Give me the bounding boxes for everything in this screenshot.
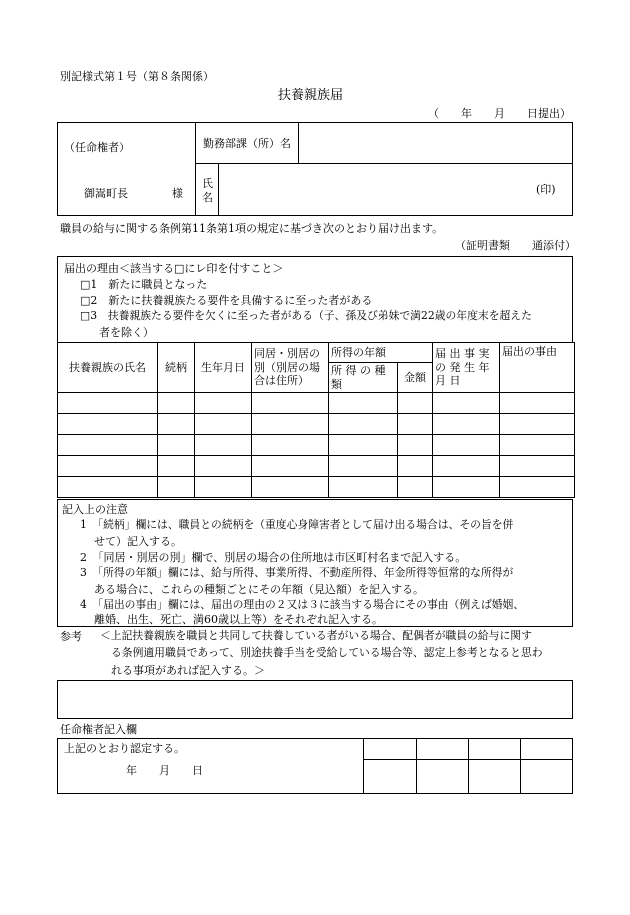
reason-option-3-cont: 者を除く） (99, 326, 154, 339)
note-line: せて）記入する。 (94, 535, 182, 548)
appointer-box (57, 738, 573, 794)
col-header-event-2: の 発 生 年 (435, 360, 490, 374)
col-header-income: 所得の年額 (329, 343, 433, 363)
stamp-cell[interactable] (417, 760, 468, 793)
col-header-reason: 届出の事由 (500, 343, 575, 393)
name-label-bottom: 名 (202, 191, 213, 204)
appointer-section-heading: 任命権者記入欄 (60, 723, 137, 736)
reference-line: ＜上記扶養親族を職員と共同して扶養している者がいる場合、配偶者が職員の給与に関す (100, 629, 532, 642)
stamp-cell[interactable] (364, 760, 416, 793)
submission-date: （ 年 月 日提出） (428, 107, 571, 120)
col-header-living (252, 343, 329, 393)
form-reference: 別記様式第１号（第８条関係） (60, 70, 214, 83)
col-header-event-1: 届 出 事 実 (435, 346, 490, 360)
table-row[interactable] (58, 456, 575, 477)
table-row[interactable] (58, 477, 575, 498)
col-header-income-type-2: 類 (331, 377, 342, 391)
col-header-income-type-1: 所 得 の 種 (331, 363, 386, 377)
col-header-event-date (433, 343, 500, 393)
note-line: ある場合に、これらの種類ごとにその年額（見込額）を記入する。 (94, 583, 424, 596)
col-header-name: 扶養親族の氏名 (58, 343, 158, 393)
name-label-top: 氏 (202, 177, 213, 190)
reason-heading: 届出の理由＜該当する□にレ印を付すこと＞ (64, 262, 284, 275)
note-line: 3 「所得の年額」欄には、給与所得、事業所得、不動産所得、年金所得等恒常的な所得が (80, 566, 514, 579)
col-header-living-1: 同居・別居の (254, 346, 320, 360)
reason-option-3: □3 扶養親族たる要件を欠くに至った者がある（子、孫及び弟妹で満22歳の年度末を超えた (80, 309, 532, 322)
dependents-table (57, 342, 575, 498)
stamp-cell[interactable] (521, 760, 572, 793)
table-row[interactable] (58, 435, 575, 456)
col-header-birth: 生年月日 (195, 343, 252, 393)
approval-text: 上記のとおり認定する。 (64, 742, 185, 755)
attachment-note: （証明書類 通添付） (455, 239, 576, 252)
reason-option-1: □1 新たに職員となった (80, 278, 208, 291)
reason-box (57, 256, 573, 343)
reference-line: る条例適用職員であって、別途扶養手当を受給している場合等、認定上参考となると思わ (111, 646, 543, 659)
reference-input-box[interactable] (57, 680, 573, 719)
note-line: 1 「続柄」欄には、職員との続柄を（重度心身障害者として届け出る場合は、その旨を併 (80, 518, 514, 531)
notes-heading: 記入上の注意 (62, 503, 128, 516)
appointer-label: （任命権者） (64, 141, 130, 154)
col-header-event-3: 月 日 (435, 374, 461, 388)
header-box (57, 122, 573, 216)
statement: 職員の給与に関する条例第11条第1項の規定に基づき次のとおり届け出ます。 (60, 222, 444, 235)
mayor-label: 御嵩町長 様 (84, 187, 183, 200)
note-line: 2 「同居・別居の別」欄で、別居の場合の住所地は市区町村名まで記入する。 (80, 551, 467, 564)
department-label: 勤務部課（所）名 (203, 137, 291, 150)
note-line: 4 「届出の事由」欄には、届出の理由の２又は３に該当する場合にその事由（例えば婚姻、 (80, 598, 525, 611)
col-header-living-3: 合は住所） (254, 374, 309, 388)
table-row[interactable] (58, 414, 575, 435)
col-header-income-type (329, 363, 398, 393)
col-header-amount: 金額 (398, 363, 433, 393)
approval-date: 年 月 日 (126, 764, 203, 777)
col-header-living-2: 別（別居の場 (254, 360, 320, 374)
reason-option-2: □2 新たに扶養親族たる要件を具備するに至った者がある (80, 294, 373, 307)
col-header-relation: 続柄 (158, 343, 195, 393)
form-title: 扶養親族届 (278, 88, 344, 103)
stamp-cell[interactable] (469, 760, 520, 793)
reference-label: 参考 (60, 630, 82, 643)
seal-mark: (印) (536, 183, 556, 196)
reference-line: れる事項があれば記入する。＞ (111, 664, 265, 677)
table-row[interactable] (58, 393, 575, 414)
note-line: 離婚、出生、死亡、満60歳以上等）をそれぞれ記入する。 (94, 613, 383, 626)
notes-box (57, 499, 573, 627)
